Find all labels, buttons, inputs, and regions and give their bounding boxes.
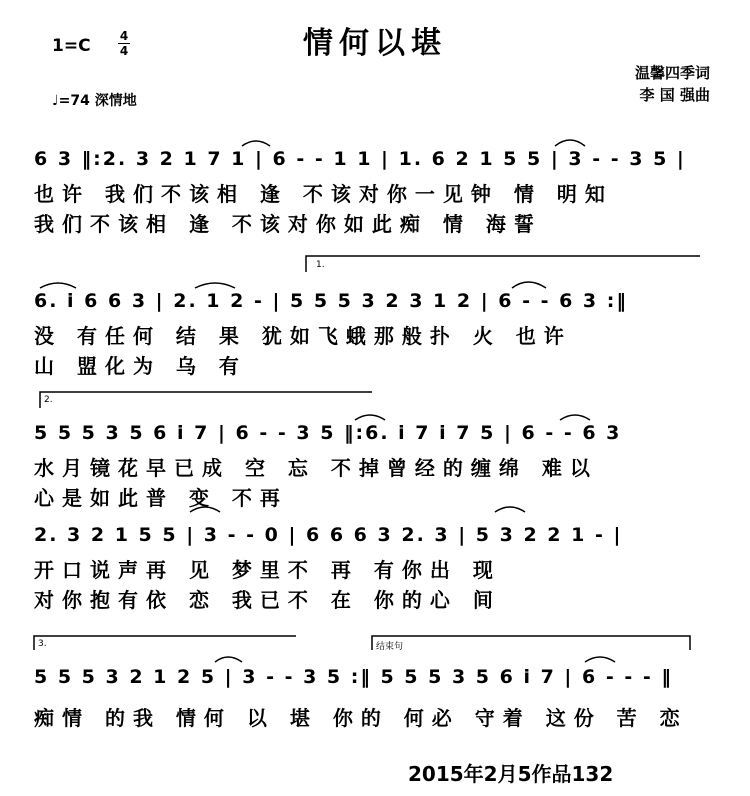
tempo-marking: ♩=74 深情地	[52, 93, 137, 109]
notation-line-3: 5 5 5 3 5 6 i 7 | 6 - - 3 5 ‖:6. i 7 i 7 5 | 6 - - 6 3	[34, 422, 622, 444]
volta-1-label: 1.	[316, 260, 325, 270]
lyric-line-1a: 也许 我们不该相 逢 不该对你一见钟 情 明知	[34, 182, 613, 206]
key-signature: 1=C	[52, 36, 91, 56]
notation-line-2: 6. i 6 6 3 | 2. 1 2 - | 5 5 5 3 2 3 1 2 | 6 - - 6 3 :‖	[34, 290, 628, 312]
meter-top: 4	[119, 29, 129, 43]
lyric-line-1b: 我们不该相 逢 不该对你如此痴 情 海誓	[34, 212, 542, 236]
meter-bottom: 4	[119, 44, 129, 58]
notation-line-1: 6 3 ‖:2. 3 2 1 7 1 | 6 - - 1 1 | 1. 6 2 1 5 5 | 3 - - 3 5 |	[34, 148, 686, 170]
lyricist-credit: 温馨四季词	[634, 64, 710, 82]
lyric-line-4b: 对你抱有依 恋 我已不 在 你的心 间	[34, 588, 501, 612]
lyric-line-5: 痴情 的我 情何 以 堪 你的 何必 守着 这份 苦 恋	[34, 706, 688, 730]
song-title: 情何以堪	[303, 26, 447, 61]
volta-3-label: 3.	[38, 639, 47, 649]
lyric-line-2b: 山 盟化为 乌 有	[34, 354, 247, 378]
lyric-line-4a: 开口说声再 见 梦里不 再 有你出 现	[34, 558, 501, 582]
notation-line-4: 2. 3 2 1 5 5 | 3 - - 0 | 6 6 6 3 2. 3 | 5 3 2 2 1 - |	[34, 524, 623, 546]
lyric-line-3a: 水月镜花早已成 空 忘 不掉曾经的缠绵 难以	[34, 456, 598, 480]
lyric-line-2a: 没 有任何 结 果 犹如飞蛾那般扑 火 也许	[34, 324, 572, 348]
composer-credit: 李 国 强曲	[639, 86, 710, 104]
volta-2-label: 2.	[44, 395, 53, 405]
ending-label: 结束句	[376, 642, 404, 652]
lyric-line-3b: 心是如此普 变 不再	[34, 486, 288, 510]
notation-line-5: 5 5 5 3 2 1 2 5 | 3 - - 3 5 :‖ 5 5 5 3 5 6 i 7 | 6 - - - ‖	[34, 666, 673, 688]
work-date-footer: 2015年2月5作品132	[408, 762, 614, 786]
